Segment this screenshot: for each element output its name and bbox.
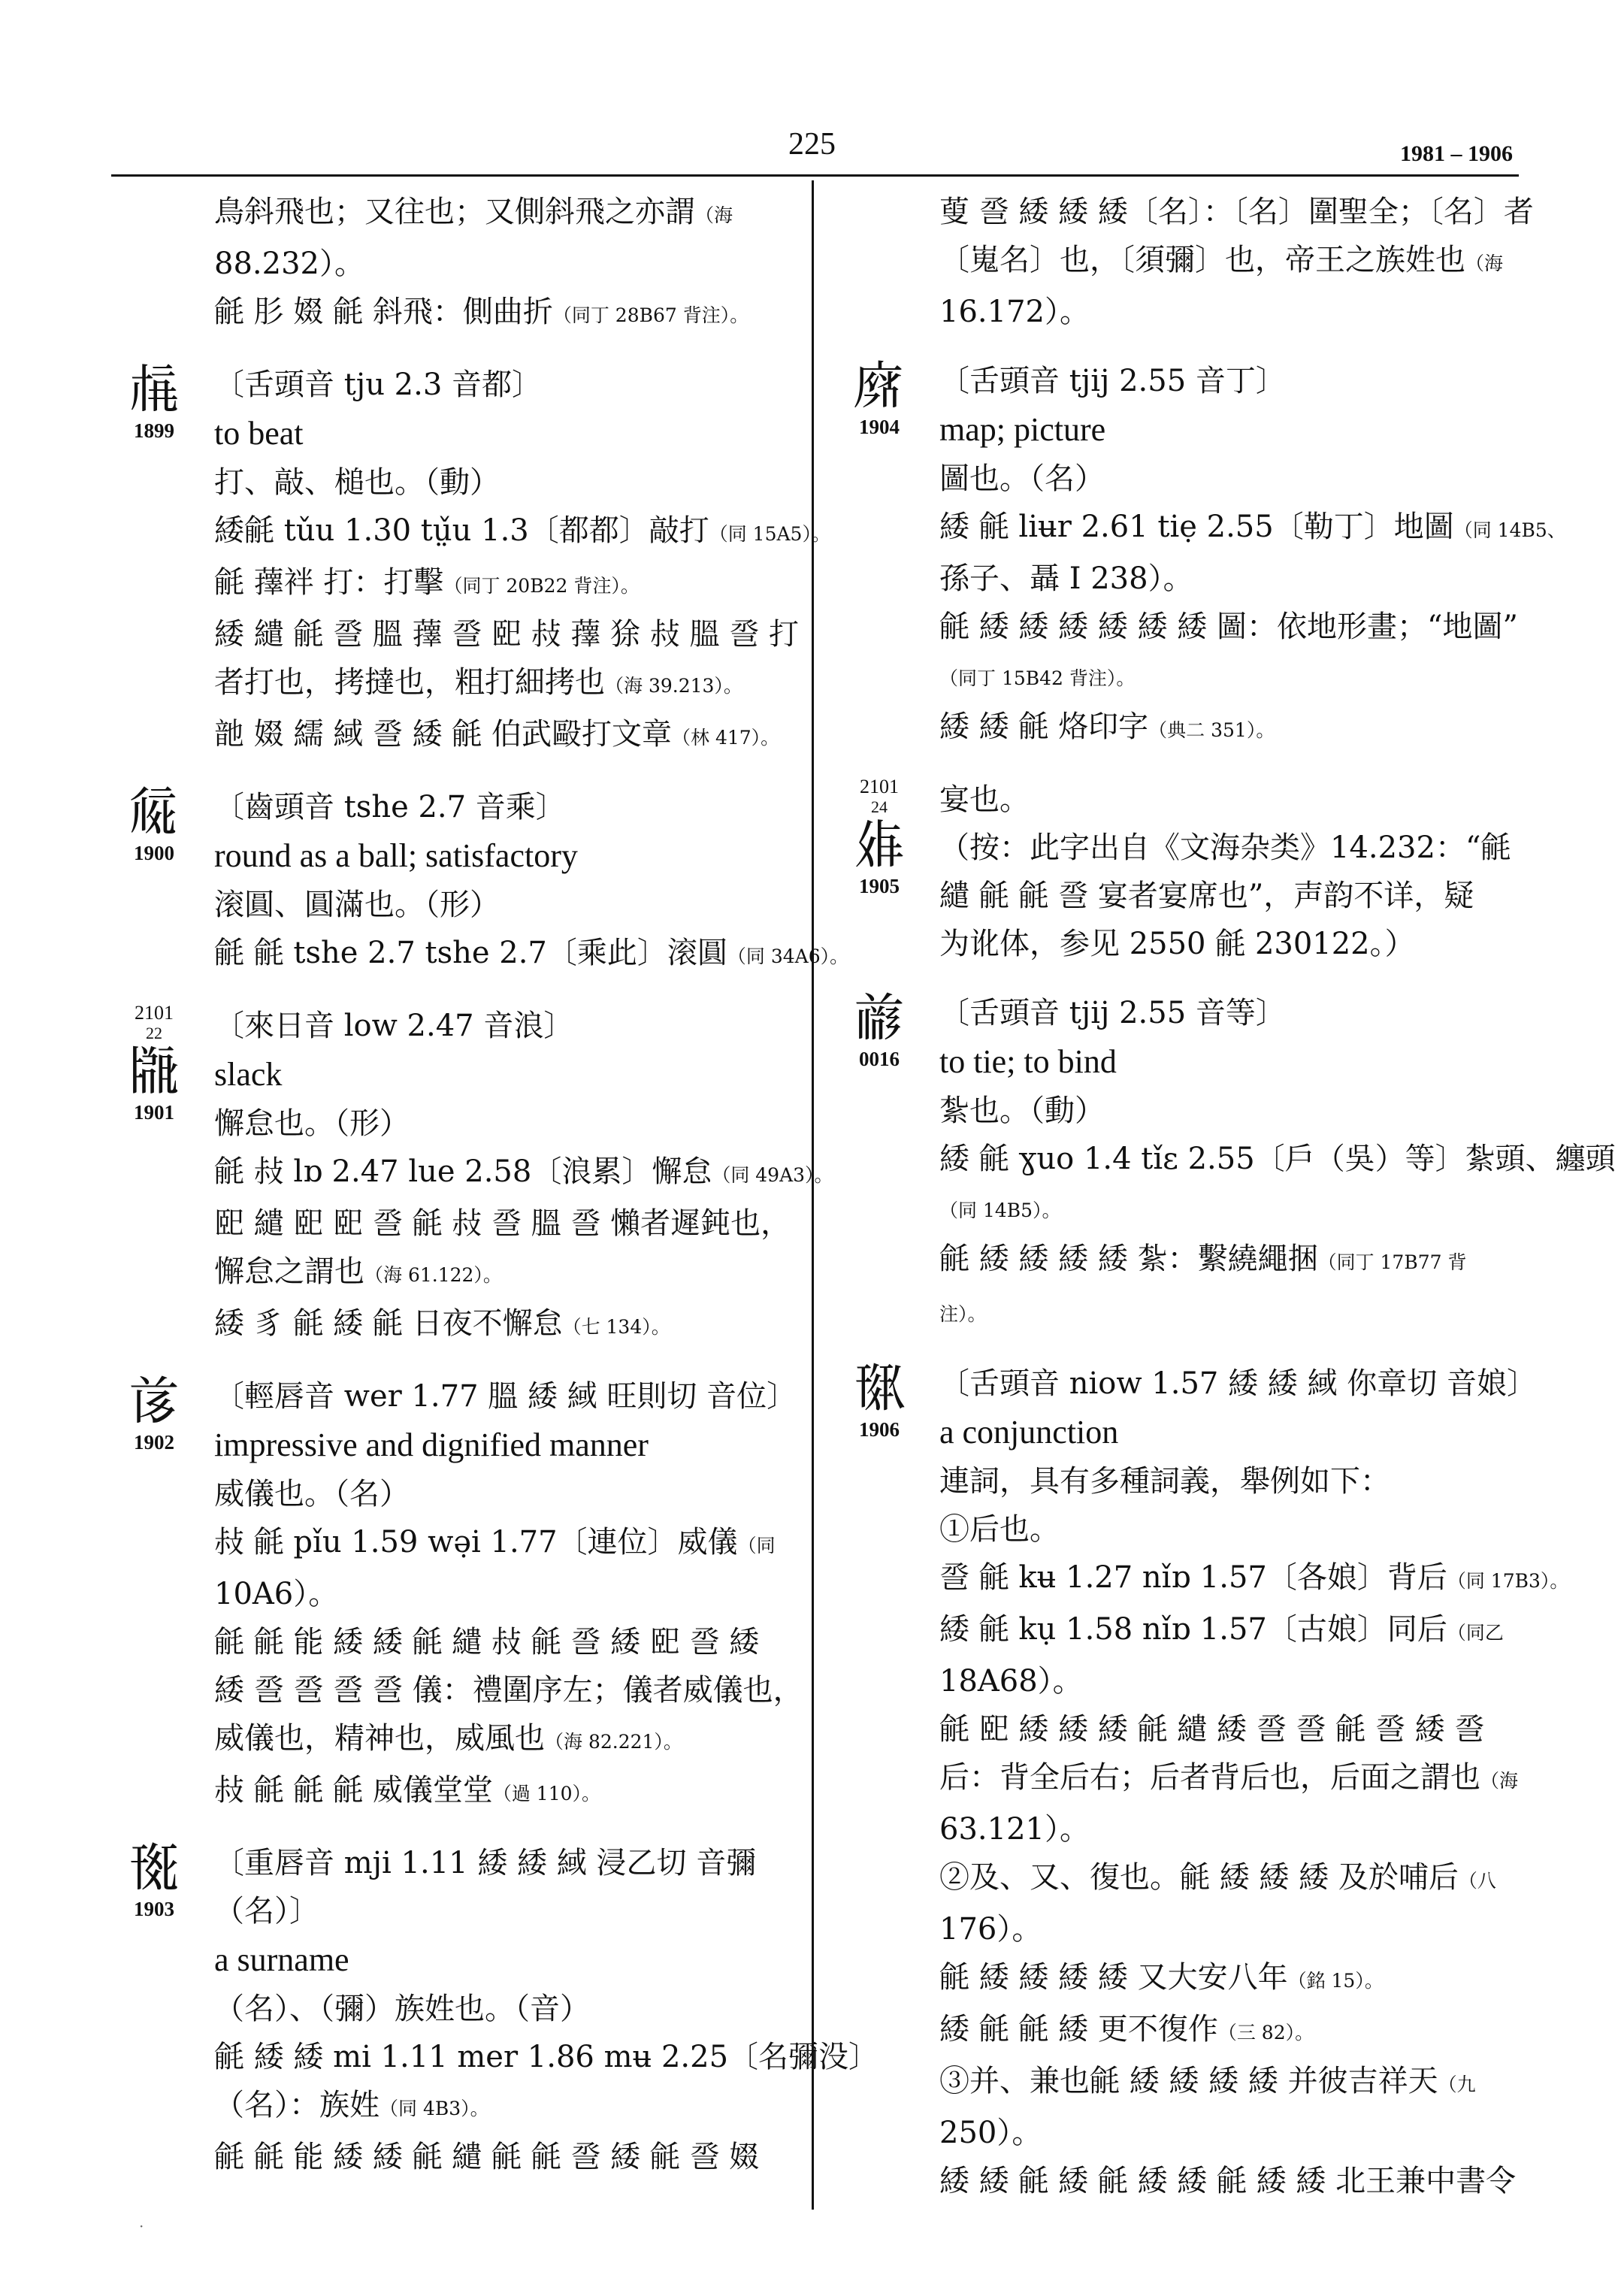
- entry-text: 宴也。: [939, 782, 1030, 817]
- page-number: 225: [788, 127, 836, 162]
- entry-text: 毹 毹 能 緌 緌 毹 繾 敊 毹 巹 緌 巸 巹 緌: [214, 1625, 760, 1659]
- entry-gap: [113, 1818, 797, 1839]
- entry-line: [838, 1753, 1522, 1805]
- headword-glyph: 𗍊: [128, 1837, 180, 1898]
- entry-line: [838, 1087, 1522, 1135]
- entry-line: [113, 2033, 879, 2081]
- citation: （同 17B3）。: [1447, 1570, 1569, 1592]
- entry-text: 緌 繾 毹 巹 膃 蘀 巹 巸 敊 蘀 狳 敊 膃 巹 打: [214, 617, 800, 652]
- entry-line: [113, 1887, 797, 1935]
- entry-text: （名）〕: [214, 1894, 319, 1929]
- entry-line: [113, 929, 849, 981]
- entry-text: 后：背全后右；后者背后也，后面之謂也: [939, 1760, 1480, 1795]
- citation: （同 4B3）。: [380, 2098, 489, 2119]
- entry-gap: [838, 336, 1522, 357]
- entry-line: [113, 1100, 797, 1148]
- citation: （三 82）。: [1217, 2022, 1314, 2044]
- citation: （同: [737, 1535, 776, 1556]
- entry-text: 〔舌頭音 tju 2.3 音都〕: [214, 368, 542, 402]
- entry-gap: [838, 968, 1522, 989]
- entry-text: 緌 巹 巹 巹 巹 儀：禮圍序左；儀者威儀也，: [214, 1673, 803, 1708]
- citation: （同丁 15B42 背注）。: [939, 667, 1136, 689]
- entry-line: [113, 1248, 797, 1299]
- dictionary-entry: [113, 1002, 833, 1351]
- entry-text: 〔舌頭音 niow 1.57 緌 緌 緎 你章切 音娘〕: [939, 1366, 1537, 1401]
- continuation-line: [113, 240, 797, 288]
- entry-text: ①后也。: [939, 1512, 1060, 1547]
- continuation-line: [113, 288, 797, 340]
- entry-text: 緌 豸 毹 緌 毹 日夜不懈怠: [214, 1306, 563, 1341]
- entry-text: 緌 緌 毹 緌 毹 緌 緌 毹 緌 緌 北王兼中書令: [939, 2164, 1517, 2198]
- header-rule: [111, 174, 1519, 177]
- dictionary-entry: [113, 358, 830, 762]
- entry-text: 者打也，拷撻也，粗打細拷也: [214, 665, 605, 700]
- entry-line: [838, 1287, 1522, 1339]
- entry-gap: [838, 755, 1522, 776]
- entry-line: [838, 1553, 1569, 1605]
- entry-line: [113, 658, 797, 710]
- headword-glyph: 𗍫: [128, 358, 180, 420]
- entry-line: [113, 361, 797, 409]
- entry-line: [113, 2133, 797, 2181]
- entry-line: [838, 1953, 1522, 2005]
- dictionary-entry: [838, 987, 1616, 1339]
- entry-text: （名）、（彌）族姓也。（音）: [214, 1992, 590, 2026]
- entry-text: 毹 敊 lɒ 2.47 lue 2.58〔浪累〕懈怠: [214, 1154, 712, 1189]
- citation: （同丁 17B77 背: [1317, 1251, 1467, 1273]
- entry-subcode: 24: [871, 797, 888, 816]
- entry-text: 176）。: [939, 1912, 1042, 1947]
- entry-text: 緌 毹 liʉr 2.61 tiẹ 2.55〔勒丁〕地圖: [939, 510, 1454, 544]
- entry-line: [838, 503, 1566, 555]
- entry-line: [113, 2081, 797, 2133]
- citation: （同乙: [1447, 1622, 1504, 1644]
- entry-line: [113, 1050, 797, 1100]
- entry-line: [113, 1714, 797, 1766]
- entry-text: round as a ball; satisfactory: [214, 837, 578, 874]
- entry-line: [838, 1853, 1522, 1905]
- citation: （海: [1465, 253, 1504, 274]
- entry-line: [838, 1605, 1522, 1657]
- entry-head: [113, 1002, 195, 1124]
- dictionary-entry: [838, 776, 1522, 968]
- entry-text: 巹 毹 kʉ 1.27 nǐɒ 1.57〔各娘〕背后: [939, 1560, 1447, 1595]
- entry-text: 毹 蘀袢 打：打擊: [214, 565, 444, 600]
- dictionary-entry: [838, 1357, 1569, 2205]
- entry-text: 䪧 娺 繻 緎 巹 緌 毹 伯武毆打文章: [214, 717, 673, 752]
- entry-number: 1903: [134, 1898, 174, 1920]
- citation: 注）。: [939, 1303, 987, 1325]
- entry-text: 懈怠之謂也: [214, 1254, 364, 1289]
- citation: （海: [1480, 1770, 1519, 1792]
- entry-line: [838, 405, 1522, 455]
- entry-line: [113, 783, 797, 831]
- entry-number: 0016: [859, 1048, 900, 1070]
- entry-line: [113, 409, 797, 458]
- right-column: [838, 188, 1616, 2205]
- entry-text: 毹 毹 能 緌 緌 毹 繾 毹 毹 巹 緌 毹 巹 娺: [214, 2140, 760, 2174]
- entry-text: 〔來日音 low 2.47 音浪〕: [214, 1009, 574, 1043]
- entry-number: 1906: [859, 1418, 900, 1441]
- entry-line: [113, 1420, 797, 1470]
- entry-line: [838, 1135, 1616, 1183]
- entry-line: [113, 1666, 803, 1714]
- entry-text: 〔重唇音 mji 1.11 緌 緌 緎 浸乙切 音彌: [214, 1846, 757, 1880]
- entry-number: 1905: [859, 875, 900, 897]
- entry-line: [113, 610, 800, 658]
- entry-line: [113, 1618, 797, 1666]
- entry-text: 〔輕唇音 wer 1.77 膃 緌 緎 旺則切 音位〕: [214, 1379, 797, 1414]
- entry-line: [113, 507, 830, 558]
- entry-head: [838, 1357, 921, 1442]
- headword-glyph: 𗍎: [853, 1357, 906, 1419]
- headword-glyph: 𗎰: [128, 1040, 180, 1102]
- entry-text: a conjunction: [939, 1414, 1119, 1451]
- citation: （典二 351）。: [1148, 719, 1275, 741]
- entry-number: 1904: [859, 416, 900, 438]
- entry-head: [838, 989, 921, 1071]
- entry-text: 繾 毹 毹 巹 宴者宴席也”，声韵不详，疑: [939, 879, 1474, 913]
- scan-dot: ·: [139, 2217, 144, 2235]
- entry-line: [838, 920, 1522, 968]
- entry-text: 緌 毹 毹 緌 更不復作: [939, 2012, 1218, 2047]
- entry-text: to tie; to bind: [939, 1043, 1117, 1080]
- entry-text: 毹 肜 娺 毹 斜飛：側曲折: [214, 295, 553, 329]
- entry-text: a surname: [214, 1941, 349, 1978]
- entry-line: [113, 1470, 797, 1518]
- entry-line: [113, 1002, 797, 1050]
- citation: （九: [1438, 2074, 1476, 2095]
- citation: （海 82.221）。: [545, 1731, 682, 1753]
- entry-number: 1899: [134, 419, 174, 442]
- entry-text: 10A6）。: [214, 1577, 339, 1611]
- entry-line: [838, 1705, 1522, 1753]
- entry-line: [838, 1037, 1522, 1087]
- headword-glyph: 𗐡: [853, 355, 906, 416]
- continuation-line: [113, 188, 797, 240]
- entry-line: [113, 558, 797, 610]
- entry-line: [113, 710, 797, 762]
- entry-line: [113, 458, 797, 507]
- entry-head: [838, 776, 921, 898]
- citation: （銘 15）。: [1287, 1970, 1384, 1992]
- entry-gap: [113, 340, 797, 361]
- dictionary-entry: [838, 355, 1566, 755]
- dictionary-entry: [113, 1837, 879, 2181]
- entry-line: [113, 1200, 797, 1248]
- citation: （過 110）。: [492, 1783, 601, 1805]
- entry-line: [838, 2057, 1522, 2109]
- citation: （海 61.122）。: [364, 1264, 502, 1286]
- entry-line: [838, 1505, 1522, 1553]
- entry-head: [113, 358, 195, 443]
- citation: （林 417）。: [672, 727, 780, 749]
- headword-glyph: 𗏁: [128, 781, 180, 843]
- entry-line: [838, 603, 1522, 651]
- headword-glyph: 𗑗: [853, 987, 906, 1048]
- entry-text: 88.232）。: [214, 247, 364, 281]
- entry-line: [838, 824, 1522, 872]
- entry-text: 圖也。（名）: [939, 461, 1105, 496]
- entry-line: [838, 357, 1522, 405]
- entry-text: 緌 毹 ɣuo 1.4 tǐɛ 2.55〔戶（吳）等〕紮頭、纏頭: [939, 1142, 1616, 1176]
- entry-text: 威儀也。（名）: [214, 1477, 410, 1511]
- entry-text: 緌 緌 毹 烙印字: [939, 709, 1149, 744]
- entry-text: 毹 巸 緌 緌 緌 毹 繾 緌 巹 巹 毹 巹 緌 巹: [939, 1712, 1485, 1747]
- entry-line: [838, 703, 1522, 755]
- entry-gap: [113, 1351, 797, 1372]
- entry-line: [838, 1457, 1522, 1505]
- entry-gap: [113, 762, 797, 783]
- entry-line: [113, 1839, 797, 1887]
- entry-code: 2101: [860, 776, 899, 797]
- entry-line: [113, 1570, 797, 1618]
- entry-text: 敊 毹 pǐu 1.59 wə̣i 1.77〔連位〕威儀: [214, 1525, 738, 1560]
- entry-head: [113, 783, 195, 865]
- entry-line: [113, 881, 797, 929]
- entry-text: to beat: [214, 415, 304, 452]
- entry-number: 1902: [134, 1431, 174, 1454]
- entry-line: [113, 1766, 797, 1818]
- entry-text: 250）。: [939, 2116, 1042, 2150]
- entry-text: 〔舌頭音 tjij 2.55 音等〕: [939, 996, 1286, 1030]
- entry-text: （名）：族姓: [214, 2088, 380, 2122]
- entry-text: 打、敲、槌也。（動）: [214, 465, 500, 500]
- dictionary-entry: [113, 781, 849, 981]
- entry-text: slack: [214, 1056, 283, 1093]
- entry-line: [838, 1657, 1522, 1705]
- entry-line: [113, 1299, 797, 1351]
- entry-line: [838, 651, 1522, 703]
- citation: （同 14B5、: [1453, 519, 1566, 541]
- citation: （同 14B5）。: [939, 1200, 1061, 1221]
- entry-line: [838, 555, 1522, 603]
- entry-text: 威儀也，精神也，威風也: [214, 1721, 545, 1756]
- citation: （同 15A5）。: [709, 523, 830, 545]
- citation: （同 34A6）。: [727, 945, 849, 967]
- entry-text: 紮也。（動）: [939, 1094, 1105, 1128]
- entry-gap: [838, 1339, 1522, 1360]
- entry-line: [113, 1148, 833, 1200]
- entry-head: [113, 1839, 195, 1921]
- entry-text: ②及、又、復也。毹 緌 緌 緌 及於哺后: [939, 1860, 1459, 1895]
- entry-text: 巸 繾 巸 巸 巹 毹 敊 巹 膃 巹 懶者遲鈍也，: [214, 1206, 791, 1241]
- continuation-line: [838, 288, 1522, 336]
- entry-line: [838, 1408, 1522, 1457]
- entry-text: 毹 緌 緌 緌 緌 紮：繫繞繩捆: [939, 1242, 1318, 1276]
- entry-text: 毹 緌 緌 緌 緌 又大安八年: [939, 1960, 1288, 1995]
- entry-text: 〔齒頭音 tshe 2.7 音乘〕: [214, 790, 566, 824]
- entry-text: 懈怠也。（形）: [214, 1106, 410, 1141]
- entry-text: （按：此字出自《文海杂类》14.232：“毹: [939, 830, 1511, 865]
- entry-text: 孫子、聶 I 238）。: [939, 561, 1193, 596]
- entry-text: 16.172）。: [939, 295, 1090, 329]
- entry-text: 滚圓、圓滿也。（形）: [214, 888, 500, 922]
- entry-text: 毹 毹 tshe 2.7 tshe 2.7〔乘此〕滚圓: [214, 936, 727, 970]
- entry-line: [838, 455, 1522, 503]
- dictionary-entry: [113, 1370, 803, 1818]
- entry-line: [838, 872, 1522, 920]
- entry-text: 鳥斜飛也；又往也；又側斜飛之亦謂: [214, 195, 695, 229]
- entry-text: 为讹体，参见 2550 毹 230122。）: [939, 927, 1415, 961]
- entry-text: 連詞，具有多種詞義，舉例如下：: [939, 1464, 1390, 1499]
- entry-line: [113, 831, 797, 881]
- headword-glyph: 𗏉: [853, 814, 906, 876]
- entry-line: [838, 776, 1522, 824]
- entry-line: [838, 2109, 1522, 2157]
- entry-line: [113, 1518, 797, 1570]
- entry-subcode: 22: [146, 1024, 162, 1042]
- entry-line: [838, 1905, 1522, 1953]
- entry-head: [113, 1372, 195, 1454]
- entry-text: 〔嵬名〕也，〔須彌〕也，帝王之族姓也: [939, 243, 1465, 277]
- entry-code: 2101: [135, 1002, 174, 1024]
- entry-text: 63.121）。: [939, 1812, 1090, 1847]
- entry-number: 1900: [134, 842, 174, 864]
- entry-text: 緌 毹 kụ 1.58 nǐɒ 1.57〔古娘〕同后: [939, 1612, 1447, 1647]
- page-range: 1981 – 1906: [1400, 141, 1513, 166]
- entry-text: 緌毹 tǔu 1.30 tṳ̌u 1.3〔都都〕敲打: [214, 513, 709, 548]
- entry-line: [838, 1805, 1522, 1853]
- entry-gap: [113, 981, 797, 1002]
- entry-line: [838, 1183, 1522, 1235]
- entry-line: [838, 1360, 1537, 1408]
- entry-text: 18A68）。: [939, 1664, 1083, 1699]
- citation: （海 39.213）。: [605, 675, 742, 697]
- entry-text: impressive and dignified manner: [214, 1426, 649, 1463]
- entry-text: map; picture: [939, 411, 1106, 448]
- citation: （同丁 28B67 背注）。: [552, 304, 749, 326]
- entry-line: [838, 2157, 1522, 2205]
- entry-text: 蓃 巹 緌 緌 緌〔名〕：〔名〕圍聖全；〔名〕者: [939, 195, 1534, 229]
- entry-text: 〔舌頭音 tjij 2.55 音丁〕: [939, 364, 1286, 398]
- entry-number: 1901: [134, 1101, 174, 1124]
- entry-line: [838, 1235, 1522, 1287]
- entry-text: ③并、兼也毹 緌 緌 緌 緌 并彼吉祥天: [939, 2064, 1438, 2098]
- entry-line: [113, 1372, 797, 1420]
- citation: （七 134）。: [562, 1316, 670, 1338]
- continuation-line: [838, 236, 1522, 288]
- continuation-line: [838, 188, 1534, 236]
- entry-line: [838, 989, 1522, 1037]
- citation: （同 49A3）。: [712, 1164, 833, 1186]
- left-column: [113, 188, 879, 2181]
- entry-line: [113, 1935, 797, 1985]
- entry-text: 敊 毹 毹 毹 威儀堂堂: [214, 1773, 493, 1808]
- entry-line: [113, 1985, 797, 2033]
- citation: （海: [695, 204, 733, 226]
- entry-head: [838, 357, 921, 439]
- entry-line: [838, 2005, 1522, 2057]
- citation: （同丁 20B22 背注）。: [443, 575, 640, 597]
- citation: （八: [1458, 1870, 1496, 1892]
- entry-text: 毹 緌 緌 mi 1.11 mer 1.86 mʉ 2.25〔名彌没〕: [214, 2040, 879, 2074]
- entry-text: 毹 緌 緌 緌 緌 緌 緌 圖：依地形畫；“地圖”: [939, 610, 1518, 644]
- headword-glyph: 𗐪: [128, 1370, 180, 1432]
